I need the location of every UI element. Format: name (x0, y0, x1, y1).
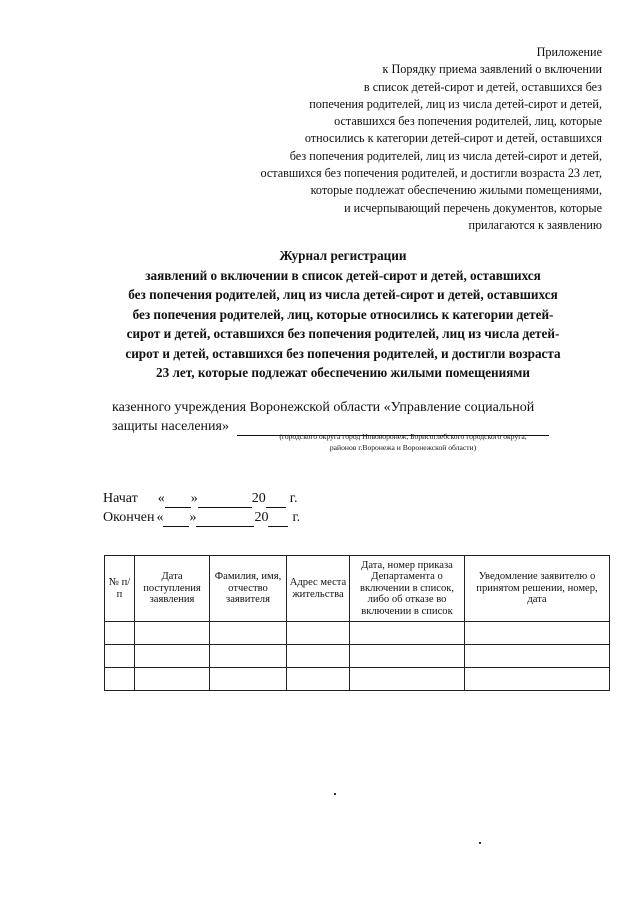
table-cell[interactable] (465, 668, 610, 691)
close-quote: » (190, 491, 198, 506)
registration-table (104, 555, 610, 691)
header-order: Дата, номер приказа Департамента о включении в список, либо об отказе во включении в список (350, 556, 465, 622)
journal-title-line: 23 лет, которые подлежат обеспечению жилыми помещениями (156, 365, 530, 380)
appendix-line: в список детей-сирот и детей, оставшихся без (363, 79, 602, 94)
journal-title-line: сирот и детей, оставшихся без попечения родителей, лиц из числа детей- (126, 326, 560, 341)
month-blank (196, 512, 254, 527)
started-row (103, 489, 300, 508)
appendix-line: оставшихся без попечения родителей, лиц, которые (334, 114, 602, 129)
appendix-line: попечения родителей, лиц из числа детей-сирот и детей, (309, 96, 602, 111)
appendix-line: и исчерпывающий перечень документов, которые (344, 200, 602, 215)
journal-title-line: Журнал регистрации (279, 248, 407, 263)
table-header-row (105, 556, 610, 622)
institution-block (112, 398, 612, 436)
table-cell[interactable] (135, 622, 210, 645)
institution-line-1: казенного учреждения Воронежской области «Управление социальной (112, 400, 535, 415)
institution-note-line-1: (городского округа город Нововоронеж, Борисоглебского городского округа, (279, 432, 527, 441)
year-suffix: г. (289, 491, 298, 506)
appendix-line: без попечения родителей, лиц из числа детей-сирот и детей, (289, 148, 602, 163)
year-blank (268, 512, 288, 527)
open-quote: « (156, 510, 164, 525)
month-blank (198, 493, 252, 508)
year-prefix: 20 (251, 491, 266, 506)
appendix-line: относились к категории детей-сирот и детей, оставшихся (304, 131, 602, 146)
institution-line-2: защиты населения» (112, 419, 229, 434)
table-cell[interactable] (105, 668, 135, 691)
table-row (105, 645, 610, 668)
journal-title-line: без попечения родителей, лиц, которые относились к категории детей- (132, 306, 554, 322)
appendix-line: прилагаются к заявлению (468, 217, 602, 232)
open-quote: « (157, 491, 165, 506)
dates-block (103, 489, 300, 527)
table-cell[interactable] (465, 622, 610, 645)
header-full-name: Фамилия, имя, отчество заявителя (210, 556, 287, 622)
header-date-received: Дата поступления заявления (135, 556, 210, 622)
appendix-line: оставшихся без попечения родителей, и достигли возраста 23 лет, (260, 166, 602, 181)
ended-label: Окончен (103, 510, 155, 525)
appendix-line: которые подлежат обеспечению жилыми помещениями, (310, 183, 602, 198)
day-blank (163, 512, 189, 527)
table-cell[interactable] (287, 645, 350, 668)
ended-row (103, 508, 300, 527)
table-cell[interactable] (350, 645, 465, 668)
header-notification: Уведомление заявителю о принятом решении, номер, дата (465, 556, 610, 622)
scan-speck (479, 842, 481, 844)
appendix-line: Приложение (536, 45, 602, 59)
table-cell[interactable] (210, 622, 287, 645)
journal-title-line: сирот и детей, оставшихся без попечения родителей, и достигли возраста (125, 345, 561, 361)
table-cell[interactable] (210, 668, 287, 691)
appendix-block (182, 44, 602, 234)
day-blank (165, 493, 191, 508)
table-cell[interactable] (105, 645, 135, 668)
table-cell[interactable] (135, 645, 210, 668)
year-prefix: 20 (254, 510, 269, 525)
header-address: Адрес места жительства (287, 556, 350, 622)
institution-note (248, 432, 558, 453)
year-blank (266, 493, 286, 508)
year-suffix: г. (292, 510, 301, 525)
appendix-line: к Порядку приема заявлений о включении (382, 62, 602, 77)
started-label: Начат (103, 491, 138, 506)
scan-speck (334, 793, 336, 795)
table-cell[interactable] (287, 622, 350, 645)
table-cell[interactable] (105, 622, 135, 645)
table-cell[interactable] (287, 668, 350, 691)
journal-title (78, 246, 608, 383)
table-cell[interactable] (210, 645, 287, 668)
table-cell[interactable] (135, 668, 210, 691)
table-row (105, 668, 610, 691)
journal-title-line: без попечения родителей, лиц из числа детей-сирот и детей, оставшихся (128, 287, 558, 302)
journal-title-line: заявлений о включении в список детей-сирот и детей, оставшихся (145, 267, 541, 283)
table-row (105, 622, 610, 645)
table-cell[interactable] (350, 622, 465, 645)
close-quote: » (189, 510, 197, 525)
table-cell[interactable] (465, 645, 610, 668)
header-number: № п/п (105, 556, 135, 622)
institution-note-line-2: районов г.Воронежа и Воронежской области) (329, 442, 477, 452)
table-cell[interactable] (350, 668, 465, 691)
